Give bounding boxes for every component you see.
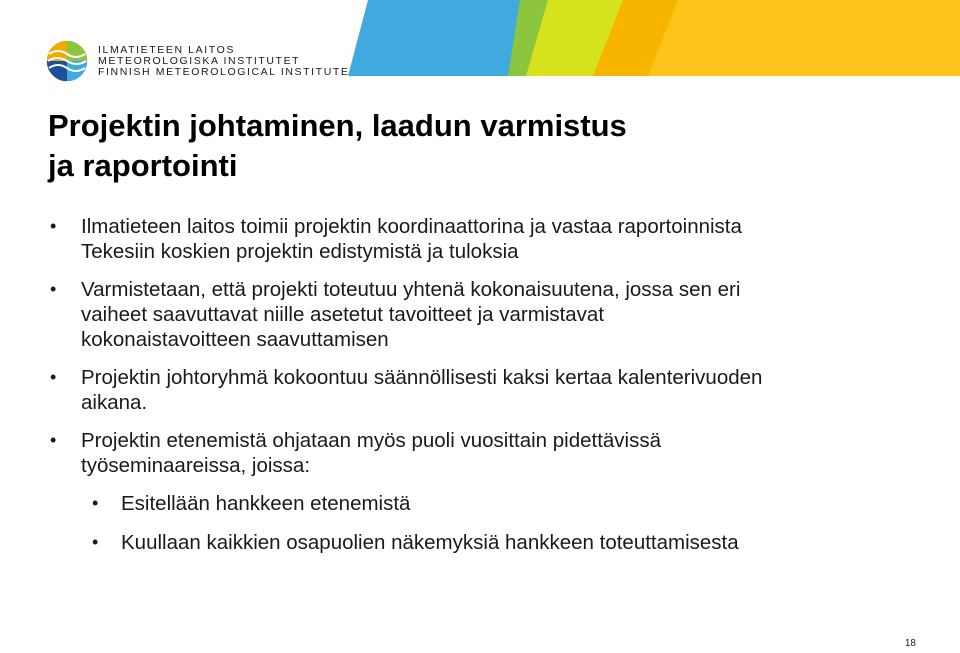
bullet-text: Projektin etenemistä ohjataan myös puoli vuosittain pidettävissä: [81, 429, 662, 452]
page-number: 18: [904, 638, 916, 649]
bullet-text: vaiheet saavuttavat niille asetetut tavoitteet ja varmistavat: [81, 303, 605, 326]
bullet-text: Ilmatieteen laitos toimii projektin koordinaattorina ja vastaa raportoinnista: [81, 215, 742, 238]
title-line-1: Projektin johtaminen, laadun varmistus: [48, 108, 627, 143]
bullet-item: [50, 214, 920, 264]
logo-line-fi: ILMATIETEEN LAITOS: [98, 44, 235, 56]
banner-blue-stripe: [348, 0, 538, 76]
sub-bullet-item: [50, 491, 920, 516]
fmi-logo: [44, 38, 350, 88]
bullet-item: [50, 428, 920, 478]
bullet-marker: •: [50, 430, 57, 450]
header-banner: [348, 0, 960, 76]
title-line-2: ja raportointi: [48, 148, 238, 183]
logo-line-sv: METEOROLOGISKA INSTITUTET: [98, 55, 301, 67]
bullet-text: aikana.: [81, 391, 148, 414]
banner-yellow-stripe: [648, 0, 960, 76]
sub-bullet-item: [50, 530, 920, 555]
bullet-list: [50, 214, 920, 569]
bullet-item: [50, 277, 920, 352]
bullet-text: Varmistetaan, että projekti toteutuu yhtenä kokonaisuutena, jossa sen eri: [81, 278, 741, 301]
slide-title: [48, 106, 928, 186]
bullet-item: [50, 365, 920, 415]
bullet-marker: •: [50, 367, 57, 387]
sub-bullet-text: Kuullaan kaikkien osapuolien näkemyksiä hankkeen toteuttamisesta: [121, 531, 739, 554]
logo-text: [98, 45, 350, 78]
logo-line-en: FINNISH METEOROLOGICAL INSTITUTE: [98, 66, 350, 78]
bullet-marker: •: [92, 493, 99, 513]
bullet-text: työseminaareissa, joissa:: [81, 454, 311, 477]
bullet-marker: •: [50, 216, 57, 236]
sub-bullet-text: Esitellään hankkeen etenemistä: [121, 492, 411, 515]
bullet-text: Projektin johtoryhmä kokoontuu säännöllisesti kaksi kertaa kalenterivuoden: [81, 366, 763, 389]
bullet-text: kokonaistavoitteen saavuttamisen: [81, 328, 389, 351]
bullet-text: Tekesiin koskien projektin edistymistä ja tuloksia: [81, 240, 519, 263]
bullet-marker: •: [92, 532, 99, 552]
bullet-marker: •: [50, 279, 57, 299]
fmi-logo-icon: [44, 38, 90, 84]
